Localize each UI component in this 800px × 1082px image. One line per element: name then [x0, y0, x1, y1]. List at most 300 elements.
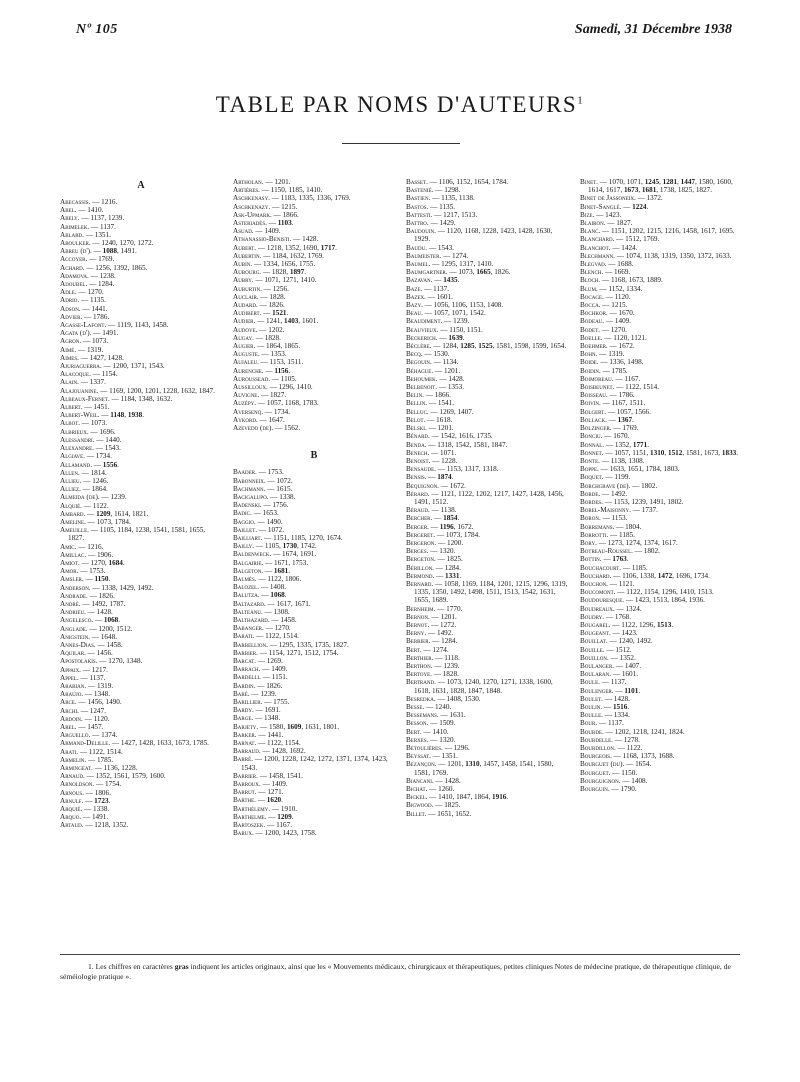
page-references: — 1273, 1274, 1374, 1617.: [598, 538, 678, 547]
author-name: Baré.: [233, 689, 250, 698]
original-article-page: 1717: [320, 243, 336, 252]
page-references: — 1072.: [258, 525, 285, 534]
page-references: .: [647, 440, 650, 449]
author-entry: [406, 317, 568, 325]
author-entry: [60, 419, 222, 427]
author-entry: [580, 367, 742, 375]
page-references: — 1137.: [598, 719, 624, 728]
page-references: — 1121, 1122, 1202, 1217, 1427, 1428, 1456, 1491, 1512.: [414, 489, 564, 506]
author-entry: [233, 342, 395, 350]
author-name: Boulenger.: [580, 686, 614, 695]
author-name: Amillac.: [60, 550, 87, 559]
author-name: Bardin.: [233, 681, 256, 690]
author-name: Barjety.: [233, 722, 259, 731]
author-entry: [60, 395, 222, 403]
author-entry: [406, 301, 568, 309]
page-references: —: [436, 571, 446, 580]
author-entry: [580, 736, 742, 744]
page-references: .: [506, 793, 509, 802]
page-references: — 1070, 1071,: [599, 178, 645, 186]
author-entry: [233, 690, 395, 698]
author-entry: [406, 810, 568, 818]
author-name: Ablard.: [60, 230, 84, 239]
author-name: Behoumek.: [406, 374, 438, 383]
author-name: Boularan.: [580, 670, 612, 679]
author-name: Boide.: [580, 358, 599, 367]
page-references: ,: [124, 411, 128, 420]
page-references: — 1119, 1143, 1458.: [108, 321, 169, 330]
page-references: .: [286, 309, 289, 318]
author-name: Bonnal.: [580, 440, 605, 449]
author-entry: [60, 616, 222, 624]
author-entry: [580, 399, 742, 407]
page-references: — 1769.: [89, 255, 115, 264]
page-references: — 1651, 1652.: [428, 809, 472, 818]
author-name: Aubourg.: [233, 268, 262, 277]
author-name: Baumel.: [406, 260, 431, 269]
page-references: , 1457, 1458, 1541, 1580, 1581, 1769.: [414, 760, 554, 777]
author-name: Arnous.: [60, 788, 84, 797]
author-entry: [233, 317, 395, 325]
author-entry: [233, 518, 395, 526]
author-entry: [580, 244, 742, 252]
page-references: — 1270.: [265, 624, 291, 633]
author-name: Borde.: [580, 489, 601, 498]
page-references: — 1168, 1373, 1688.: [613, 752, 675, 761]
author-name: Bazavan.: [406, 276, 433, 285]
author-name: Besse.: [406, 703, 425, 711]
original-article-page: 1150: [94, 575, 109, 584]
page-references: — 1238.: [90, 271, 116, 280]
author-entry: [580, 637, 742, 645]
author-entry: [406, 670, 568, 678]
page-references: —: [603, 703, 613, 711]
author-entry: [60, 575, 222, 583]
page-references: ,: [677, 178, 681, 186]
page-references: —: [261, 591, 271, 600]
page-references: — 1353.: [261, 350, 287, 359]
author-name: Agasse-Lafont.: [60, 321, 107, 330]
page-references: — 1150, 1151.: [440, 325, 483, 334]
page-references: —: [87, 509, 97, 518]
page-references: — 1769.: [613, 424, 639, 433]
page-references: — 1216.: [92, 198, 118, 206]
author-entry: [60, 813, 222, 821]
author-entry: [60, 559, 222, 567]
page-references: — 1827.: [260, 391, 287, 400]
page-references: — 1120, 1168, 1228, 1423, 1428, 1630, 1929.: [414, 227, 553, 244]
author-name: Aussilloux.: [233, 383, 268, 392]
author-name: Amsler.: [60, 575, 84, 584]
author-name: Beyssat.: [406, 752, 431, 761]
page-references: — 1071, 1271, 1410.: [255, 276, 317, 285]
author-name: Bérard.: [406, 489, 430, 498]
author-name: Annes-Dias.: [60, 640, 96, 649]
index-column-3: [406, 178, 568, 818]
author-name: Bachmann.: [233, 484, 266, 493]
page-references: — 1201.: [265, 178, 291, 186]
page-references: .: [459, 571, 462, 580]
page-references: — 1825.: [435, 801, 461, 810]
original-article-page: 1916: [492, 793, 507, 802]
author-entry: [406, 719, 568, 727]
author-entry: [580, 227, 742, 235]
author-entry: [60, 387, 222, 395]
author-entry: [406, 276, 568, 284]
author-entry: [60, 510, 222, 518]
author-entry: [233, 276, 395, 284]
page-references: — 1351.: [432, 752, 458, 761]
author-entry: [406, 309, 568, 317]
author-entry: [60, 444, 222, 452]
page-references: — 1653.: [253, 509, 279, 518]
author-entry: [580, 408, 742, 416]
author-entry: [580, 235, 742, 243]
author-entry: [580, 654, 742, 662]
page-references: — 1154, 1271, 1512, 1754.: [259, 648, 339, 657]
author-entry: [580, 580, 742, 588]
page-references: — 1671, 1753.: [265, 558, 309, 567]
author-name: Beau.: [406, 309, 423, 318]
author-entry: [60, 264, 222, 272]
author-name: Bourguet.: [580, 768, 611, 777]
author-entry: [233, 796, 395, 804]
index-column-1: [60, 178, 222, 830]
author-entry: [233, 780, 395, 788]
page-references: — 1073, 1240, 1270, 1271, 1338, 1600, 1618, 1631, 1828, 1847, 1848.: [414, 678, 553, 695]
author-name: Baudouin.: [406, 227, 436, 236]
author-entry: [60, 231, 222, 239]
page-references: — 1407.: [615, 661, 642, 670]
author-name: Abel.: [60, 206, 77, 215]
page-references: — 1239.: [101, 493, 127, 502]
author-entry: [60, 698, 222, 706]
author-name: Bougarel.: [580, 620, 611, 629]
author-entry: [60, 354, 222, 362]
page-references: — 1319.: [599, 350, 625, 359]
page-references: — 1672.: [440, 481, 466, 490]
author-name: Barrut.: [233, 788, 257, 797]
page-references: — 1734.: [86, 452, 112, 461]
author-entry: [233, 293, 395, 301]
page-references: — 1122.: [83, 501, 109, 510]
page-references: — 1057, 1151,: [605, 448, 650, 457]
author-name: Blum.: [580, 284, 598, 293]
author-entry: [60, 756, 222, 764]
page-references: — 1804.: [616, 522, 642, 531]
footnote-text: 1. Les chiffres en caractères: [88, 962, 175, 971]
page-references: —: [85, 575, 95, 584]
author-name: Andrieu.: [60, 608, 86, 617]
page-references: — 1409.: [262, 780, 288, 789]
author-name: Boulle.: [580, 711, 603, 720]
page-references: — 1135.: [81, 296, 106, 305]
page-references: , 1742.: [296, 542, 317, 551]
page-references: — 1826.: [89, 591, 115, 600]
author-entry: [233, 227, 395, 235]
page-references: — 1864, 1865.: [257, 342, 301, 351]
page-references: .: [288, 366, 291, 375]
page-references: — 1260.: [429, 785, 455, 794]
author-name: Audibert.: [233, 309, 262, 318]
page-references: — 1153.: [602, 514, 628, 523]
page-references: — 1754.: [96, 780, 122, 789]
page-references: — 1167.: [267, 821, 292, 830]
page-references: — 1785.: [602, 366, 628, 375]
author-name: Boquet.: [580, 473, 604, 482]
author-entry: [580, 678, 742, 686]
author-name: Bastos.: [406, 202, 429, 211]
author-entry: [406, 203, 568, 211]
author-name: Armingeat.: [60, 764, 93, 773]
author-name: Advier.: [60, 312, 83, 321]
author-entry: [580, 358, 742, 366]
page-references: — 1451.: [84, 403, 110, 412]
page-references: , 1581, 1598, 1599, 1654.: [492, 342, 567, 351]
author-name: Apostolakis.: [60, 657, 98, 666]
author-name: Belski.: [406, 424, 427, 433]
author-name: Abely.: [60, 214, 80, 223]
original-article-page: 1472: [657, 571, 673, 580]
author-name: Badenski.: [233, 501, 262, 510]
author-entry: [233, 468, 395, 476]
author-entry: [233, 244, 395, 252]
author-entry: [60, 682, 222, 690]
author-entry: [233, 391, 395, 399]
page-references: —: [608, 415, 618, 424]
author-entry: [233, 731, 395, 739]
author-entry: [580, 276, 742, 284]
author-entry: [233, 326, 395, 334]
page-references: — 1270,: [81, 558, 109, 567]
author-name: Audier.: [233, 317, 256, 326]
author-name: Boulanger.: [580, 661, 615, 670]
page-references: — 1409.: [255, 227, 281, 236]
page-references: — 1456.: [87, 649, 113, 658]
author-name: Bohn.: [580, 350, 598, 359]
page-references: — 1828.: [433, 670, 459, 679]
author-name: Barrach.: [233, 665, 261, 674]
author-entry: [406, 662, 568, 670]
author-name: Benoist.: [406, 456, 431, 465]
author-name: Barrier.: [233, 771, 258, 780]
page-references: — 1786.: [609, 391, 635, 400]
page-references: — 1409.: [605, 317, 632, 326]
page-references: — 1647.: [259, 415, 285, 424]
author-entry: [60, 436, 222, 444]
page-references: — 1057, 1071, 1542.: [424, 309, 486, 318]
author-name: Beaudiment.: [406, 317, 443, 326]
original-article-page: 1245: [644, 178, 660, 186]
page-references: — 1352,: [605, 440, 633, 449]
author-entry: [233, 829, 395, 837]
author-name: Bourguet (du).: [580, 760, 625, 769]
author-entry: [406, 399, 568, 407]
author-entry: [580, 646, 742, 654]
author-entry: [60, 362, 222, 370]
page-references: — 1910.: [271, 804, 298, 813]
author-entry: [233, 526, 395, 534]
author-name: Binet.: [580, 178, 598, 186]
original-article-page: 1513: [656, 620, 672, 629]
author-entry: [233, 747, 395, 755]
author-name: Arce.: [60, 698, 77, 707]
author-name: Adrio.: [60, 296, 80, 305]
author-entry: [233, 367, 395, 375]
author-name: Bour.: [580, 719, 598, 728]
page-references: — 1352, 1561, 1579, 1600.: [86, 772, 166, 781]
author-entry: [60, 625, 222, 633]
author-entry: [406, 613, 568, 621]
author-name: Baumeister.: [406, 251, 442, 260]
page-references: — 1271.: [258, 788, 284, 797]
page-references: — 1134.: [433, 358, 459, 367]
author-name: Bichat.: [406, 785, 428, 794]
author-entry: [60, 403, 222, 411]
page-references: .: [335, 243, 337, 252]
index-column-2: [233, 178, 395, 837]
author-entry: [580, 285, 742, 293]
author-name: Bertrand.: [406, 678, 436, 687]
page-references: — 1246.: [83, 476, 109, 485]
author-entry: [580, 777, 742, 785]
author-entry: [406, 531, 568, 539]
author-name: Arnoldson.: [60, 780, 95, 789]
page-references: , 1580, 1600, 1614, 1617,: [588, 178, 733, 195]
author-entry: [60, 780, 222, 788]
original-article-page: 1854: [443, 514, 458, 523]
author-entry: [406, 473, 568, 481]
author-name: Bergeron.: [406, 538, 437, 547]
page-references: — 1284.: [435, 563, 461, 572]
author-entry: [60, 288, 222, 296]
page-references: — 1669.: [605, 268, 631, 277]
page-references: — 1274.: [423, 645, 449, 654]
page-references: — 1057, 1168, 1783.: [257, 399, 319, 408]
original-article-page: 1521: [272, 309, 287, 318]
author-name: Bouille.: [580, 645, 605, 654]
author-name: Bert.: [406, 727, 422, 736]
author-name: Berger.: [406, 522, 429, 531]
page-references: — 1269, 1407.: [430, 407, 474, 416]
author-name: Boule.: [580, 678, 600, 687]
author-name: Arguello.: [60, 731, 91, 740]
page-references: — 1201.: [428, 424, 454, 433]
page-references: — 1122, 1514.: [616, 383, 660, 392]
author-name: Blanchard.: [580, 235, 615, 244]
author-name: Billet.: [406, 809, 427, 818]
author-name: Boppe.: [580, 465, 599, 474]
author-name: Anglade.: [60, 624, 88, 633]
author-name: Andrade.: [60, 591, 88, 600]
author-entry: [233, 682, 395, 690]
author-entry: [406, 367, 568, 375]
author-name: Amic.: [60, 542, 77, 551]
author-name: Algiave.: [60, 452, 85, 461]
author-name: Baumgartner.: [406, 268, 448, 277]
page-references: — 1785.: [87, 755, 114, 764]
author-name: Barati.: [233, 632, 255, 641]
author-entry: [60, 272, 222, 280]
page-references: .: [736, 448, 739, 457]
author-entry: [233, 813, 395, 821]
page-references: .: [281, 796, 283, 805]
author-entry: [60, 666, 222, 674]
author-name: Béhague.: [406, 366, 434, 375]
author-name: Ajuriaguerra.: [60, 362, 102, 371]
original-article-page: 1088: [102, 247, 117, 256]
author-entry: [233, 501, 395, 509]
page-references: — 1828,: [262, 268, 290, 277]
author-entry: [580, 605, 742, 613]
author-entry: [406, 186, 568, 194]
page-references: — 1272.: [431, 620, 457, 629]
footnote-text: indiquent les articles originaux, ainsi que les « Mouvements médicaux, chirurgicaux et thérapeutiques, petites cliniques Notes de médecine pratique, de thérapeutique clinique, de séméiologie pratique ».: [60, 962, 731, 981]
original-article-page: 1512: [667, 448, 683, 457]
author-name: Aboulker.: [60, 239, 91, 248]
author-name: Bourdelle.: [580, 735, 613, 744]
page-references: — 1057, 1566.: [607, 407, 651, 416]
issue-date: Samedi, 31 Décembre 1938: [574, 22, 732, 37]
author-name: Boimoreau.: [580, 374, 614, 383]
author-entry: [233, 375, 395, 383]
author-entry: [60, 477, 222, 485]
author-entry: [406, 572, 568, 580]
page-references: — 1137.: [424, 284, 449, 293]
page-references: .: [304, 268, 307, 277]
author-entry: [406, 711, 568, 719]
author-entry: [60, 255, 222, 263]
author-entry: [233, 755, 395, 771]
page-references: ,: [638, 186, 642, 195]
author-name: Arnaud.: [60, 772, 85, 781]
page-references: .: [291, 219, 294, 228]
page-references: .: [671, 620, 674, 629]
author-entry: [233, 805, 395, 813]
page-references: — 1427, 1428, 1633, 1673, 1785.: [111, 739, 209, 748]
page-references: — 1071.: [431, 448, 457, 457]
page-references: — 1319.: [87, 681, 114, 690]
page-references: .: [142, 411, 145, 420]
author-entry: [233, 424, 395, 432]
page-references: , 1581, 1673,: [682, 448, 722, 457]
author-name: Bessemans.: [406, 711, 439, 720]
author-entry: [233, 485, 395, 493]
page-references: — 1543.: [95, 444, 121, 453]
author-name: Aschkenasy.: [233, 194, 270, 203]
page-references: — 1151.: [262, 673, 288, 682]
author-name: Barker.: [233, 730, 257, 739]
author-name: Boudry.: [580, 612, 605, 621]
original-article-page: 1281: [662, 178, 678, 186]
author-name: Bickel.: [406, 793, 428, 802]
author-entry: [60, 715, 222, 723]
author-entry: [60, 305, 222, 313]
page-references: — 1631.: [440, 711, 466, 720]
author-entry: [406, 260, 568, 268]
author-name: Boucomont.: [580, 588, 616, 597]
author-entry: [233, 260, 395, 268]
issue-number: Nº 105: [76, 22, 118, 37]
page-references: — 1542, 1616, 1735.: [431, 432, 493, 441]
author-name: Bollack.: [580, 415, 607, 424]
page-references: ,: [659, 178, 663, 186]
author-name: Audard.: [233, 301, 258, 310]
author-name: Auroussead.: [233, 374, 270, 383]
author-name: Balthazard.: [233, 615, 270, 624]
page-references: — 1153, 1317, 1318.: [437, 465, 499, 474]
author-name: Bardelli.: [233, 673, 261, 682]
